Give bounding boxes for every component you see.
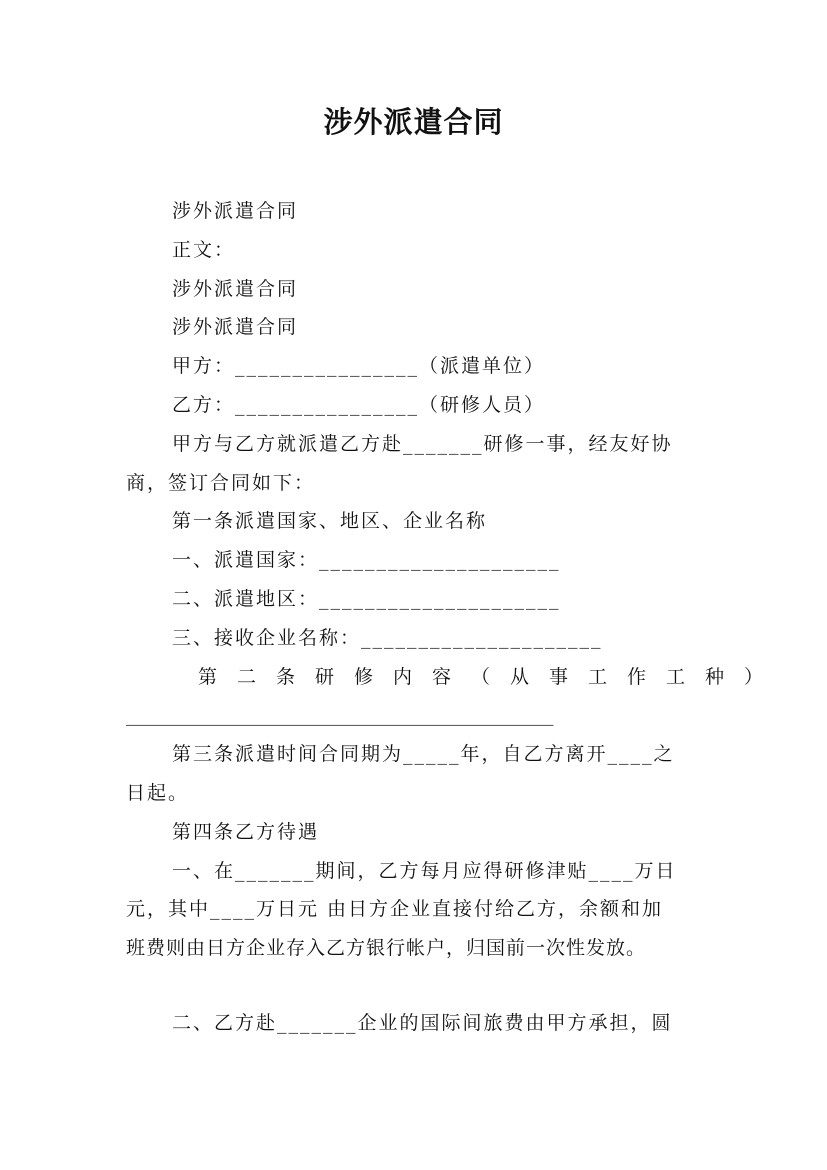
- paragraph-line: 元，其中____万日元 由日方企业直接付给乙方，余额和加: [126, 898, 664, 921]
- paragraph-line: 涉外派遣合同: [172, 316, 299, 339]
- paragraph-line: 一、派遣国家：_____________________: [172, 549, 561, 572]
- paragraph-line: 涉外派遣合同: [172, 200, 299, 222]
- paragraph-line: 甲方与乙方就派遣乙方赴_______研修一事，经友好协: [172, 432, 673, 455]
- paragraph-line: 第三条派遣时间合同期为_____年，自乙方离开____之: [172, 743, 675, 766]
- party-a-line: 甲方：________________（派遣单位）: [172, 355, 546, 378]
- document-title: 涉外派遣合同: [323, 105, 504, 139]
- paragraph-line: 正文：: [172, 238, 236, 261]
- article-heading: 第四条乙方待遇: [172, 820, 320, 843]
- party-b-line: 乙方：________________（研修人员）: [172, 393, 546, 416]
- paragraph-line: 日起。: [126, 781, 190, 804]
- blank-line: _____________________________________________: [126, 704, 554, 727]
- paragraph-line: 涉外派遣合同: [172, 277, 299, 300]
- paragraph-line: 二、派遣地区：_____________________: [172, 587, 561, 610]
- article-heading: 第二条研修内容（从事工作工种）: [198, 665, 784, 688]
- paragraph-line: 三、接收企业名称：_____________________: [172, 626, 603, 649]
- paragraph-line: 班费则由日方企业存入乙方银行帐户，归国前一次性发放。: [126, 937, 647, 960]
- paragraph-line: 商，签订合同如下：: [126, 471, 316, 494]
- article-heading: 第一条派遣国家、地区、企业名称: [172, 510, 488, 533]
- document-body: [126, 192, 784, 1043]
- paragraph-line: 一、在_______期间，乙方每月应得研修津贴____万日: [172, 859, 677, 882]
- paragraph-gap: [126, 968, 706, 1004]
- paragraph-line: 二、乙方赴_______企业的国际间旅费由甲方承担，圆: [172, 1011, 673, 1034]
